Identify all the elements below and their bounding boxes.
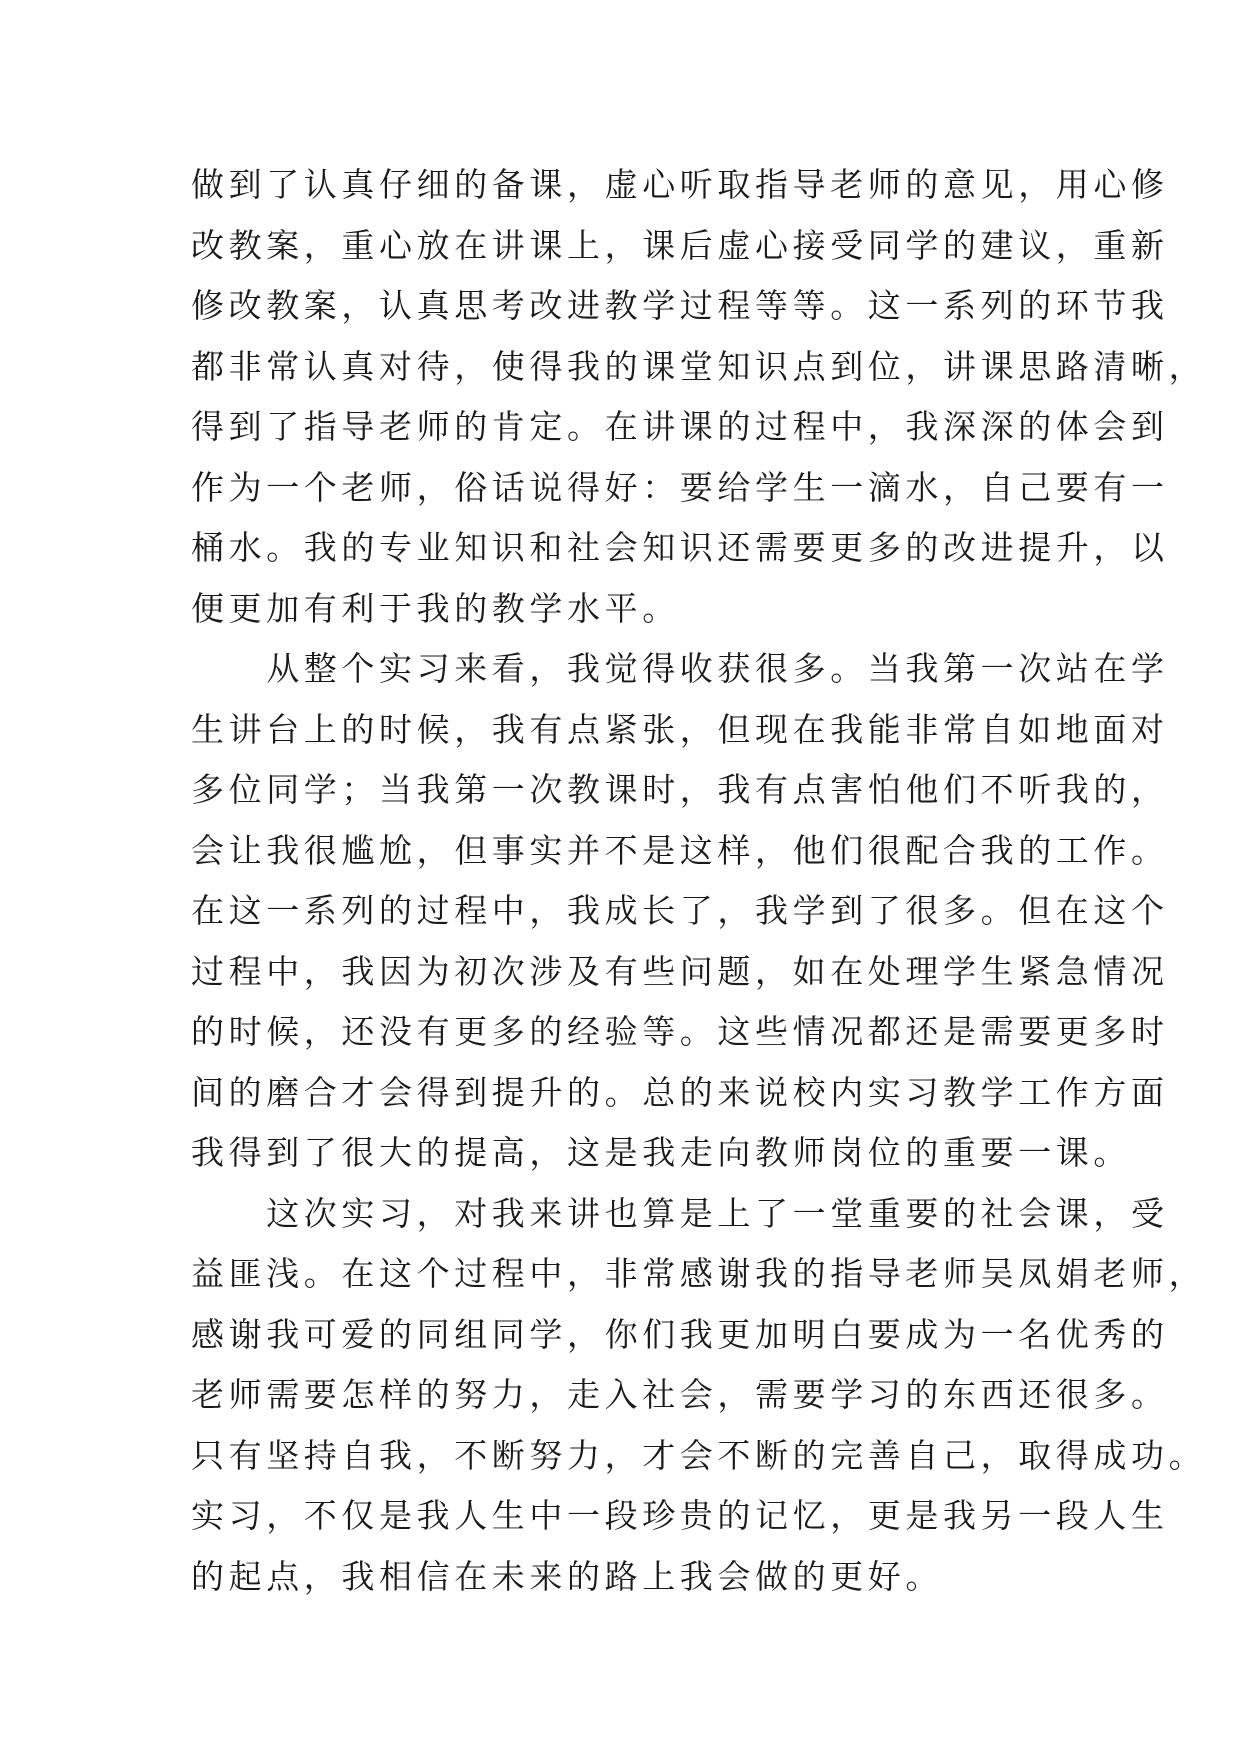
text-line: 多位同学；当我第一次教课时，我有点害怕他们不听我的， (191, 770, 1169, 809)
text-line: 这次实习，对我来讲也算是上了一堂重要的社会课，受 (191, 1193, 1169, 1233)
text-line: 会让我很尴尬，但事实并不是这样，他们很配合我的工作。 (191, 830, 1169, 870)
text-line: 都非常认真对待，使得我的课堂知识点到位，讲课思路清晰， (191, 346, 1207, 386)
text-line: 益匪浅。在这个过程中，非常感谢我的指导老师吴凤娟老师， (191, 1254, 1207, 1293)
text-line: 的时候，还没有更多的经验等。这些情况都还是需要更多时 (191, 1012, 1169, 1051)
text-line: 过程中，我因为初次涉及有些问题，如在处理学生紧急情况 (191, 951, 1169, 991)
text-line: 的起点，我相信在未来的路上我会做的更好。 (191, 1556, 943, 1596)
text-line: 作为一个老师，俗话说得好：要给学生一滴水，自己要有一 (191, 467, 1169, 507)
text-line: 便更加有利于我的教学水平。 (191, 588, 680, 628)
text-line: 修改教案，认真思考改进教学过程等等。这一系列的环节我 (191, 286, 1169, 325)
text-line: 做到了认真仔细的备课，虚心听取指导老师的意见，用心修 (191, 165, 1169, 204)
text-line: 从整个实习来看，我觉得收获很多。当我第一次站在学 (191, 649, 1169, 688)
text-line: 我得到了很大的提高，这是我走向教师岗位的重要一课。 (191, 1133, 1131, 1172)
text-line: 在这一系列的过程中，我成长了，我学到了很多。但在这个 (191, 891, 1169, 930)
text-line: 只有坚持自我，不断努力，才会不断的完善自己，取得成功。 (191, 1435, 1207, 1475)
text-line: 感谢我可爱的同组同学，你们我更加明白要成为一名优秀的 (191, 1314, 1169, 1354)
text-line: 老师需要怎样的努力，走入社会，需要学习的东西还很多。 (191, 1375, 1169, 1414)
text-line: 改教案，重心放在讲课上，课后虚心接受同学的建议，重新 (191, 225, 1169, 265)
text-line: 得到了指导老师的肯定。在讲课的过程中，我深深的体会到 (191, 407, 1169, 446)
text-line: 实习，不仅是我人生中一段珍贵的记忆，更是我另一段人生 (191, 1496, 1169, 1535)
body-text (191, 155, 1207, 1607)
text-line: 间的磨合才会得到提升的。总的来说校内实习教学工作方面 (191, 1072, 1169, 1112)
text-line: 桶水。我的专业知识和社会知识还需要更多的改进提升，以 (191, 528, 1169, 567)
text-line: 生讲台上的时候，我有点紧张，但现在我能非常自如地面对 (191, 709, 1169, 749)
